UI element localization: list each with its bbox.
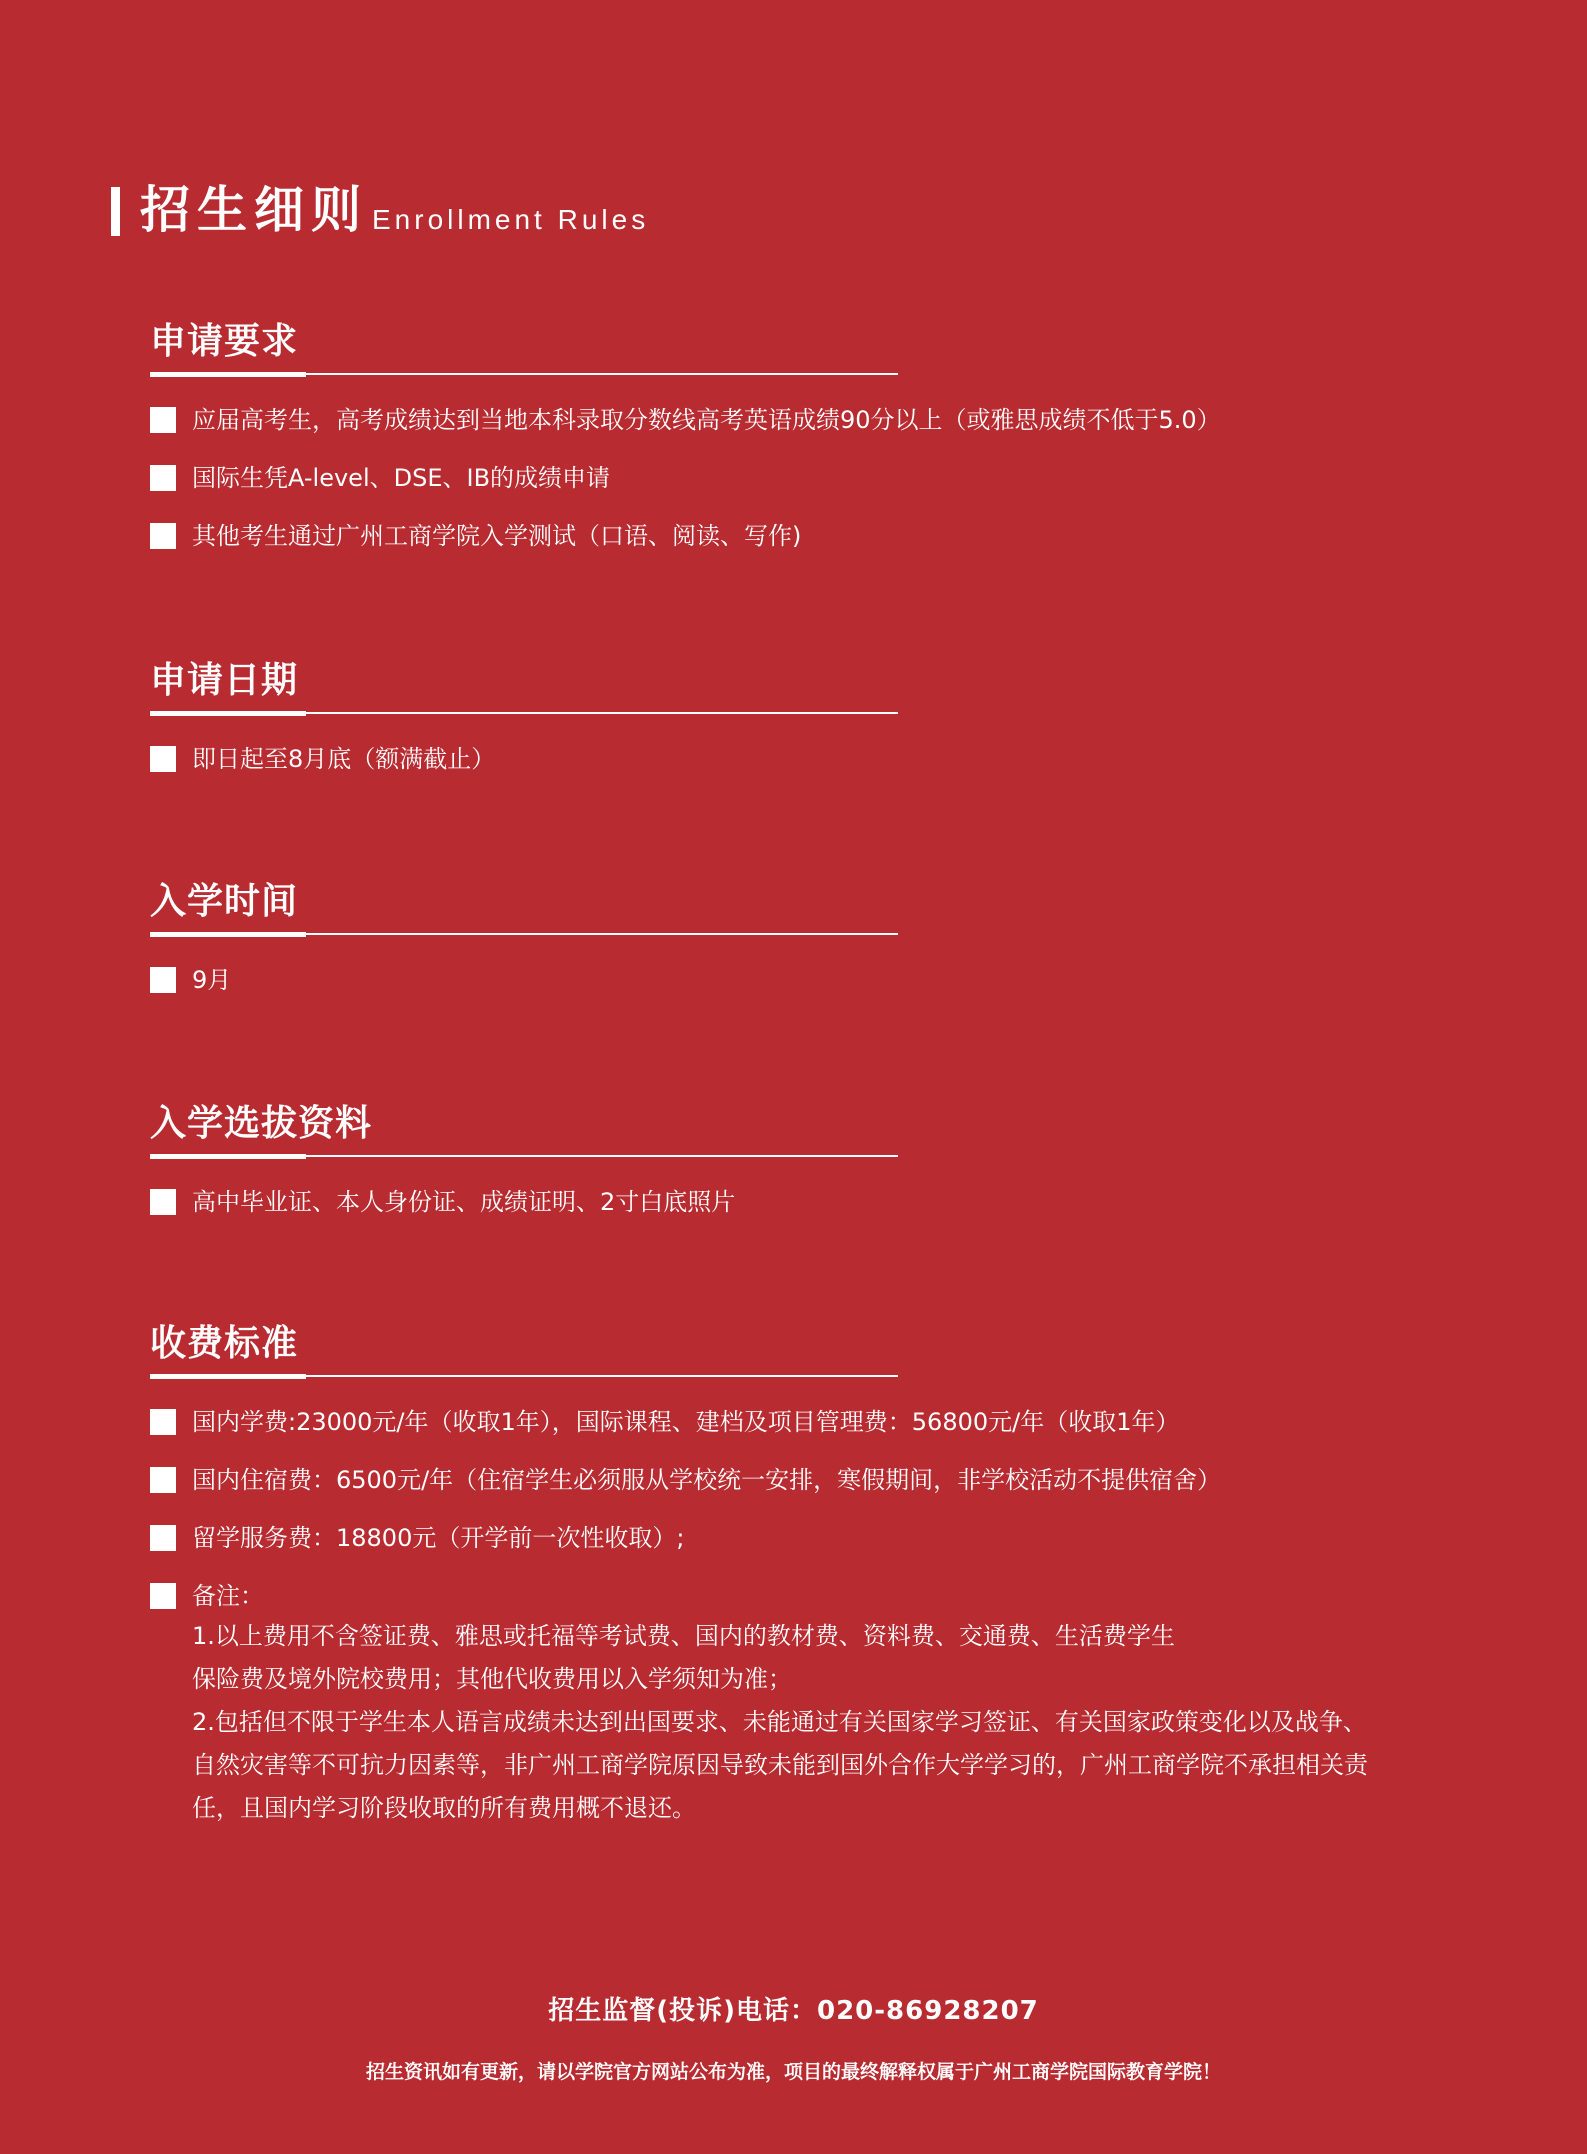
section-header xyxy=(150,1320,898,1378)
note-line: 自然灾害等不可抗力因素等，非广州工商学院原因导致未能到国外合作大学学习的，广州工商学院不承担相关责 xyxy=(192,1751,1368,1779)
item-text: 国内学费:23000元/年（收取1年），国际课程、建档及项目管理费：56800元/年（收取1年） xyxy=(192,1408,1180,1436)
enrollment-time-list xyxy=(150,965,1450,995)
section-divider-accent xyxy=(150,1154,306,1159)
footer-disclaimer: 招生资讯如有更新，请以学院官方网站公布为准，项目的最终解释权属于广州工商学院国际教育学院！ xyxy=(365,2061,1221,2083)
item-text: 即日起至8月底（额满截止） xyxy=(192,745,496,773)
section-fees xyxy=(150,1320,1450,1830)
section-header xyxy=(150,1100,898,1158)
item-text: 高中毕业证、本人身份证、成绩证明、2寸白底照片 xyxy=(192,1188,736,1216)
page-header xyxy=(111,180,649,240)
list-item xyxy=(150,521,1450,551)
section-title: 入学时间 xyxy=(150,881,299,922)
section-enrollment-time xyxy=(150,878,1450,1023)
section-divider-accent xyxy=(150,932,306,937)
complaint-phone: 招生监督(投诉)电话：020-86928207 xyxy=(548,1996,1039,2026)
list-item xyxy=(150,1407,1450,1437)
section-header xyxy=(150,318,898,376)
list-item xyxy=(150,463,1450,493)
list-item xyxy=(150,1581,1450,1611)
section-title: 申请要求 xyxy=(150,321,299,362)
list-item xyxy=(150,965,1450,995)
checkbox-square-icon xyxy=(150,1583,176,1609)
checkbox-square-icon xyxy=(150,407,176,433)
note-line: 保险费及境外院校费用；其他代收费用以入学须知为准； xyxy=(192,1665,792,1693)
note-line: 2.包括但不限于学生本人语言成绩未达到出国要求、未能通过有关国家学习签证、有关国家政策变化以及战争、 xyxy=(192,1708,1367,1736)
section-materials xyxy=(150,1100,1450,1245)
checkbox-square-icon xyxy=(150,967,176,993)
section-title: 收费标准 xyxy=(150,1323,299,1364)
checkbox-square-icon xyxy=(150,465,176,491)
list-item xyxy=(150,1465,1450,1495)
dates-list xyxy=(150,744,1450,774)
note-line: 任，且国内学习阶段收取的所有费用概不退还。 xyxy=(192,1794,696,1822)
item-text: 应届高考生，高考成绩达到当地本科录取分数线高考英语成绩90分以上（或雅思成绩不低于5.0） xyxy=(192,406,1221,434)
note-line: 1.以上费用不含签证费、雅思或托福等考试费、国内的教材费、资料费、交通费、生活费学生 xyxy=(192,1622,1175,1650)
section-header xyxy=(150,878,898,936)
item-text: 9月 xyxy=(192,966,232,994)
checkbox-square-icon xyxy=(150,1525,176,1551)
list-item xyxy=(150,1187,1450,1217)
list-item xyxy=(150,405,1450,435)
section-divider-accent xyxy=(150,1374,306,1379)
section-divider-accent xyxy=(150,372,306,377)
item-text: 留学服务费：18800元（开学前一次性收取）; xyxy=(192,1524,685,1552)
checkbox-square-icon xyxy=(150,1189,176,1215)
section-dates xyxy=(150,657,1450,802)
section-title: 申请日期 xyxy=(150,660,299,701)
page-title-english: Enrollment Rules xyxy=(372,204,650,235)
section-divider-accent xyxy=(150,711,306,716)
checkbox-square-icon xyxy=(150,523,176,549)
list-item xyxy=(150,744,1450,774)
checkbox-square-icon xyxy=(150,1409,176,1435)
fees-list xyxy=(150,1407,1450,1611)
item-text: 其他考生通过广州工商学院入学测试（口语、阅读、写作) xyxy=(192,522,802,550)
item-text: 国内住宿费：6500元/年（住宿学生必须服从学校统一安排，寒假期间，非学校活动不提供宿舍） xyxy=(192,1466,1222,1494)
requirements-list xyxy=(150,405,1450,551)
page-title: 招生细则 xyxy=(140,181,368,239)
list-item xyxy=(150,1523,1450,1553)
section-requirements xyxy=(150,318,1450,579)
section-header xyxy=(150,657,898,715)
fees-notes xyxy=(150,1615,1450,1830)
title-accent-bar xyxy=(111,187,120,236)
checkbox-square-icon xyxy=(150,746,176,772)
materials-list xyxy=(150,1187,1450,1217)
item-text: 国际生凭A-level、DSE、IB的成绩申请 xyxy=(192,464,611,492)
section-title: 入学选拔资料 xyxy=(150,1103,373,1144)
checkbox-square-icon xyxy=(150,1467,176,1493)
item-text: 备注： xyxy=(192,1582,264,1610)
